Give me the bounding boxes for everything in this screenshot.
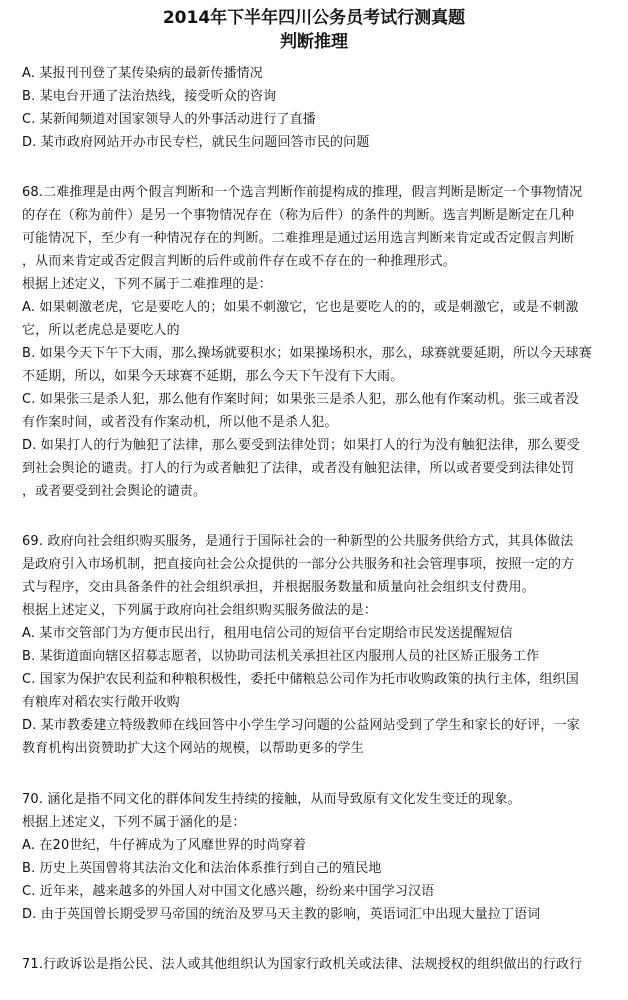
document-title: 2014年下半年四川公务员考试行测真题	[162, 8, 466, 28]
question-69-text: 是政府引入市场机制，把直接向社会公众提供的一部分公共服务和社会管理事项，按照一定的方	[22, 557, 575, 572]
question-68-text: ，从而来肯定或否定假言判断的后件或前件存在或不存在的一种推理形式。	[22, 254, 456, 269]
option-line: A. 如果刺激老虎，它是要吃人的；如果不刺激它，它也是要吃人的的，或是刺激它，或是不刺激	[22, 300, 579, 315]
option-line: ，或者要受到社会舆论的谴责。	[22, 484, 207, 499]
question-68-text: 可能情况下，至少有一种情况存在的判断。二难推理是通过运用选言判断来肯定或否定假言判断	[22, 231, 575, 246]
section-subtitle: 判断推理	[280, 32, 348, 52]
option-line: B. 某电台开通了法治热线，接受听众的咨询	[22, 89, 277, 104]
option-line: D. 由于英国曾长期受罗马帝国的统治及罗马天主教的影响，英语词汇中出现大量拉丁语词	[22, 907, 541, 922]
question-70-prompt: 根据上述定义，下列不属于涵化的是：	[22, 815, 246, 830]
option-line: C. 近年来，越来越多的外国人对中国文化感兴趣，纷纷来中国学习汉语	[22, 884, 435, 899]
option-line: A. 某报刊刊登了某传染病的最新传播情况	[22, 66, 263, 81]
option-line: 不延期，所以，如果今天球赛不延期，那么今天下午没有下大雨。	[22, 369, 404, 384]
option-line: D. 如果打人的行为触犯了法律，那么要受到法律处罚；如果打人的行为没有触犯法律，那么要受	[22, 438, 580, 453]
option-line: A. 在20世纪，牛仔裤成为了风靡世界的时尚穿着	[22, 838, 307, 853]
option-line: 到社会舆论的谴责。打人的行为或者触犯了法律，或者没有触犯法律，所以或者要受到法律处罚	[22, 461, 575, 476]
option-line: 教育机构出资赞助扩大这个网站的规模，以帮助更多的学生	[22, 741, 364, 756]
question-68-text: 的存在（称为前件）是另一个事物情况存在（称为后件）的条件的判断。选言判断是断定在几种	[22, 208, 575, 223]
option-line: 有作案时间，或者没有作案动机，所以他不是杀人犯。	[22, 415, 338, 430]
option-line: 它，所以老虎总是要吃人的	[22, 323, 180, 338]
question-71-text: 71.行政诉讼是指公民、法人或其他组织认为国家行政机关或法律、法规授权的组织做出的行政行	[22, 957, 583, 972]
option-line: C. 某新闻频道对国家领导人的外事活动进行了直播	[22, 112, 316, 127]
option-line: A. 某市交管部门为方便市民出行，租用电信公司的短信平台定期给市民发送提醒短信	[22, 626, 513, 641]
option-line: D. 某市教委建立特级教师在线回答中小学生学习问题的公益网站受到了学生和家长的好评，一家	[22, 718, 580, 733]
option-line: 有粮库对稻农实行敞开收购	[22, 695, 180, 710]
question-68-prompt: 根据上述定义，下列不属于二难推理的是：	[22, 277, 272, 292]
question-70-text: 70. 涵化是指不同文化的群体间发生持续的接触，从而导致原有文化发生变迁的现象。	[22, 792, 521, 807]
option-line: D. 某市政府网站开办市民专栏，就民生问题回答市民的问题	[22, 135, 370, 150]
question-69-text: 式与程序，交由具备条件的社会组织承担，并根据服务数量和质量向社会组织支付费用。	[22, 580, 535, 595]
option-line: C. 国家为保护农民利益和种粮积极性，委托中储粮总公司作为托市收购政策的执行主体，组织国	[22, 672, 579, 687]
question-69-text: 69. 政府向社会组织购买服务，是通行于国际社会的一种新型的公共服务供给方式，其具体做法	[22, 534, 574, 549]
option-line: B. 历史上英国曾将其法治文化和法治体系推行到自己的殖民地	[22, 861, 382, 876]
option-line: C. 如果张三是杀人犯，那么他有作案时间；如果张三是杀人犯，那么他有作案动机。张三或者没	[22, 392, 579, 407]
question-68-text: 68.二难推理是由两个假言判断和一个选言判断作前提构成的推理，假言判断是断定一个事物情况	[22, 185, 583, 200]
option-line: B. 如果今天下午下大雨，那么操场就要积水；如果操场积水，那么，球赛就要延期，所以今天球赛	[22, 346, 592, 361]
question-69-prompt: 根据上述定义，下列属于政府向社会组织购买服务做法的是：	[22, 603, 378, 618]
option-line: B. 某街道面向辖区招募志愿者，以协助司法机关承担社区内服刑人员的社区矫正服务工作	[22, 649, 540, 664]
